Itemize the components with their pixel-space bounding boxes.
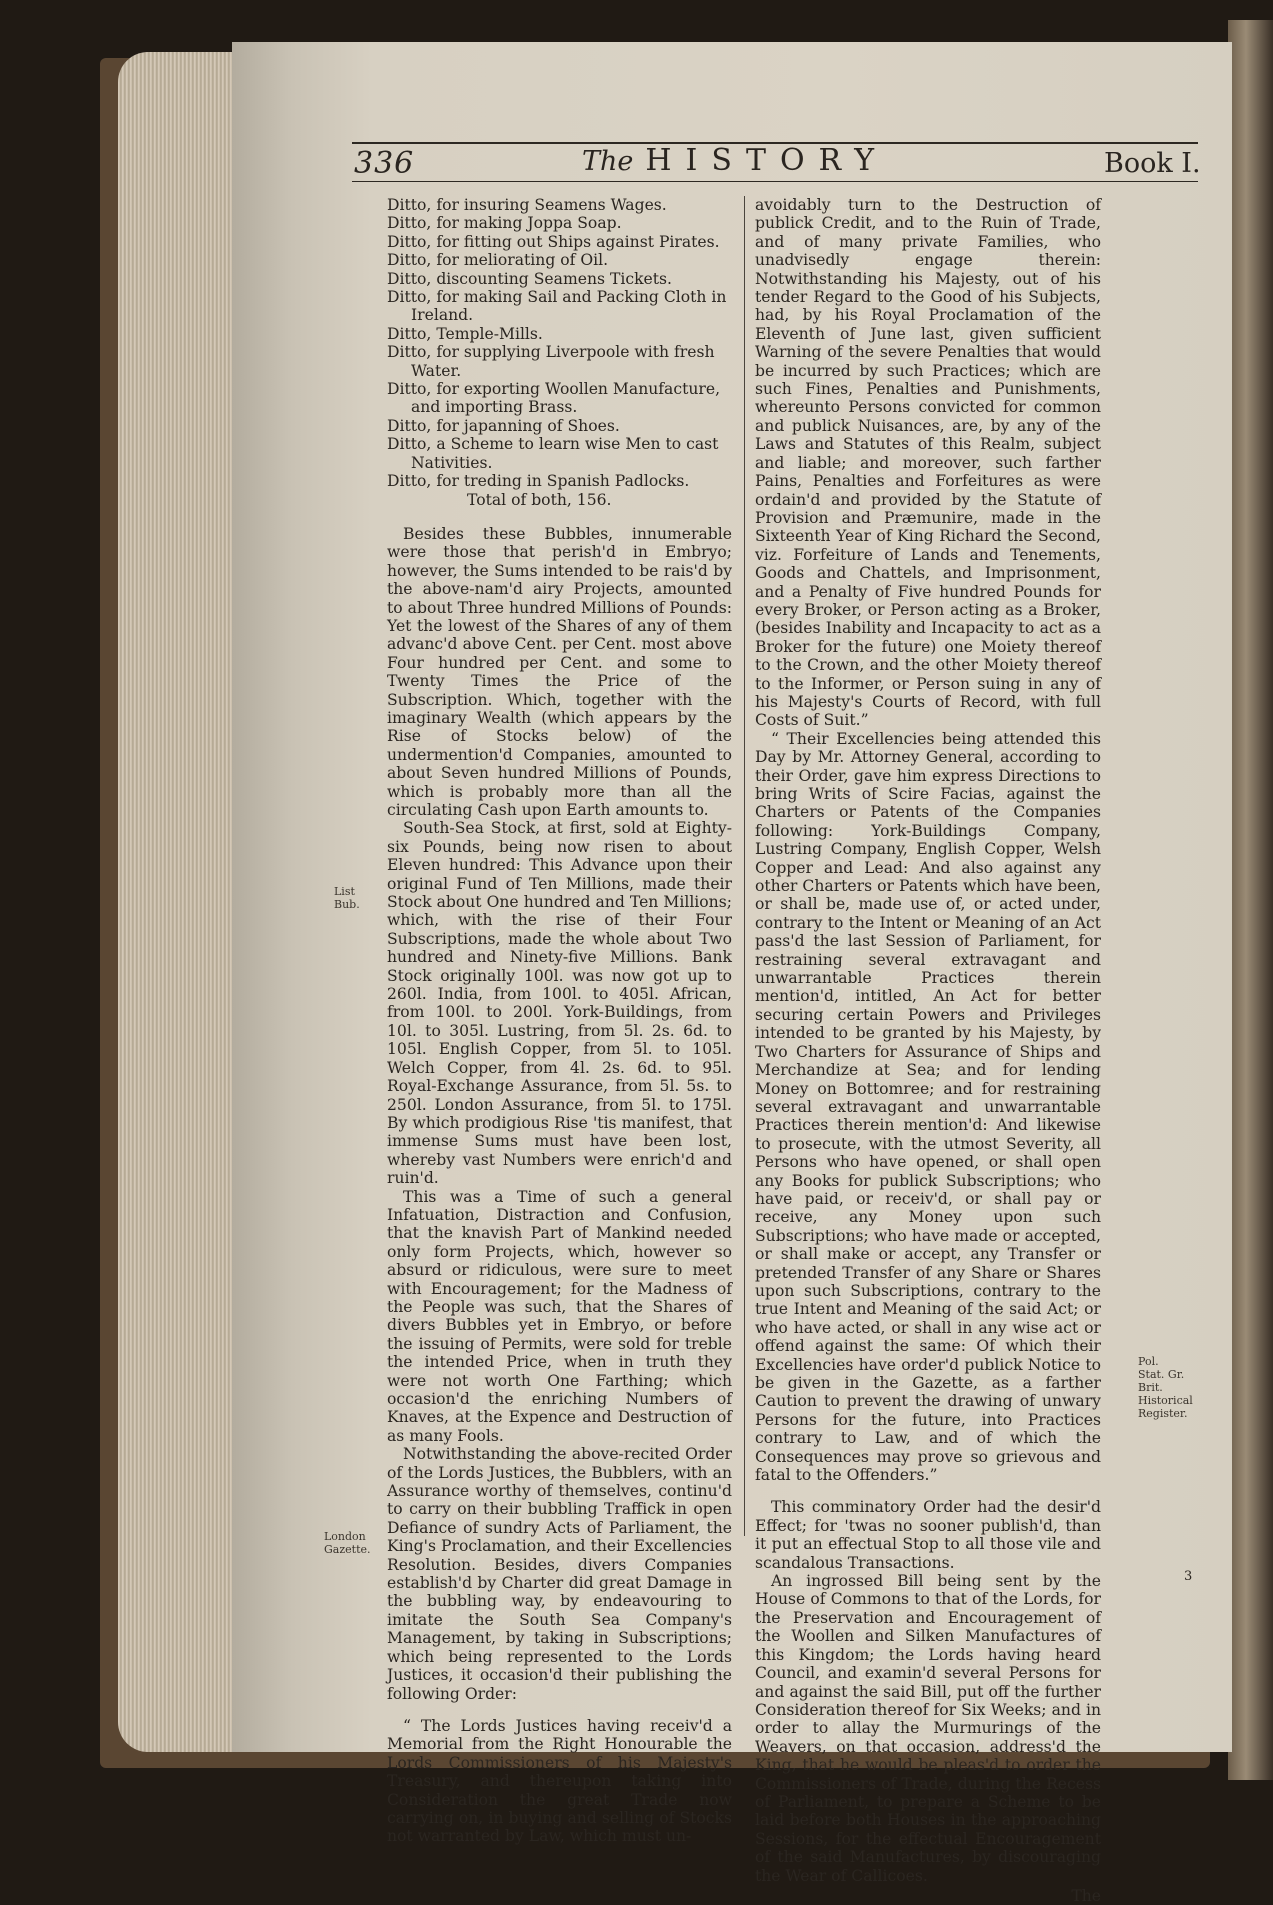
list-item: Ditto, for fitting out Ships against Pirates.: [387, 232, 720, 251]
paragraph: South-Sea Stock, at first, sold at Eighty-six Pounds, being now risen to about Eleven hundred: This Advance upon their original Fund of Ten Millions, made their Stock about One hundred and Ten Millions; which, with the rise of their Four Subscriptions, made the whole about Two hundred and Ninety-five Millions. Bank Stock originally 100l. was now got up to 260l. India, from 100l. to 405l. African, from 100l. to 200l. York-Buildings, from 10l. to 305l. Lustring, from 5l. 2s. 6d. to 105l. English Copper, from 5l. to 105l. Welch Copper, from 4l. 2s. 6d. to 95l. Royal-Exchange Assurance, from 5l. 5s. to 250l. London Assurance, from 5l. to 175l. By which prodigious Rise 'tis manifest, that immense Sums must have been lost, whereby vast Numbers were enrich'd and ruin'd.: [387, 819, 732, 1188]
right-column: [755, 196, 1101, 1905]
list-item: Ditto, for supplying Liverpoole with fresh Water.: [387, 343, 715, 380]
left-column: [387, 196, 732, 1846]
list-item: Ditto, Temple-Mills.: [387, 324, 543, 343]
book-page: [232, 42, 1232, 1905]
margin-note-london-gazette: London Gazette.: [324, 1530, 371, 1556]
bubble-total: Total of both, 156.: [467, 490, 612, 509]
paragraph: avoidably turn to the Destruction of publick Credit, and to the Ruin of Trade, and of many private Families, who unadvisedly engage therein: Notwithstanding his Majesty, out of his tender Regard to the Good of his Subjects, had, by his Royal Proclamation of the Eleventh of June last, given sufficient Warning of the severe Penalties that would be incurred by such Practices; which are such Fines, Penalties and Punishments, whereunto Persons convicted for common and publick Nuisances, are, by any of the Laws and Statutes of this Realm, subject and liable; and moreover, such farther Pains, Penalties and Forfeitures as were ordain'd and provided by the Statute of Provision and Præmunire, made in the Sixteenth Year of King Richard the Second, viz. Forfeiture of Lands and Tenements, Goods and Chattels, and Imprisonment, and a Penalty of Five hundred Pounds for every Broker, or Person acting as a Broker, (besides Inability and Incapacity to act as a Broker for the future) one Moiety thereof to the Crown, and the other Moiety thereof to the Informer, or Person suing in any of his Majesty's Courts of Record, with full Costs of Suit.”: [755, 196, 1101, 730]
page-number: 336: [354, 146, 415, 181]
paragraph: An ingrossed Bill being sent by the House of Commons to that of the Lords, for the Preservation and Encouragement of the Woollen and Silken Manufactures of this Kingdom; the Lords having heard Council, and examin'd several Persons for and against the said Bill, put off the further Consideration thereof for Six Weeks; and in order to allay the Murmurings of the Weavers, on that occasion, address'd the King, that he would be pleas'd to order the Commissioners of Trade, during the Recess of Parliament, to prepare a Scheme to be laid before both Houses in the approaching Sessions, for the effectual Encouragement of the said Manufactures, by discouraging the Wear of Callicoes.: [755, 1572, 1101, 1885]
bubble-list: [387, 196, 732, 491]
column-divider: [744, 196, 745, 1536]
running-title-word: HISTORY: [645, 143, 889, 178]
page-edges: [118, 52, 238, 1752]
list-item: Ditto, discounting Seamens Tickets.: [387, 269, 672, 288]
list-item: Ditto, for japanning of Shoes.: [387, 416, 620, 435]
paragraph: Notwithstanding the above-recited Order of the Lords Justices, the Bubblers, with an Assurance worthy of themselves, continu'd to carry on their bubbling Traffick in open Defiance of sundry Acts of Parliament, the King's Proclamation, and their Excellencies Resolution. Besides, divers Companies establish'd by Charter did great Damage in the bubbling way, by endeavouring to imitate the South Sea Company's Management, by taking in Subscriptions; which being represented to the Lords Justices, it occasion'd their publishing the following Order:: [387, 1445, 732, 1703]
signature-mark: 3: [1184, 1569, 1193, 1584]
list-item: Ditto, for insuring Seamens Wages.: [387, 196, 667, 214]
list-item: Ditto, for exporting Woollen Manufacture, and importing Brass.: [387, 380, 721, 417]
margin-note-historical-register: Pol. Stat. Gr. Brit. Historical Register.: [1138, 1355, 1193, 1420]
header-rule-bottom: [352, 181, 1198, 182]
paragraph: This comminatory Order had the desir'd Effect; for 'twas no sooner publish'd, than it put an effectual Stop to all those vile and scandalous Transactions.: [755, 1498, 1101, 1572]
margin-note-list-bub: List Bub.: [334, 885, 360, 911]
list-item: Ditto, a Scheme to learn wise Men to cast Nativities.: [387, 435, 719, 472]
running-title-article: The: [582, 146, 634, 177]
book-label: Book I.: [1104, 148, 1201, 179]
list-item: Ditto, for meliorating of Oil.: [387, 251, 609, 270]
list-item: Ditto, for making Sail and Packing Cloth in Ireland.: [387, 288, 727, 325]
paragraph: Besides these Bubbles, innumerable were those that perish'd in Embryo; however, the Sums intended to be rais'd by the above-nam'd airy Projects, amounted to about Three hundred Millions of Pounds: Yet the lowest of the Shares of any of them advanc'd above Cent. per Cent. most above Four hundred per Cent. and some to Twenty Times the Price of the Subscription. Which, together with the imaginary Wealth (which appears by the Rise of Stocks below) of the undermention'd Companies, amounted to about Seven hundred Millions of Pounds, which is probably more than all the circulating Cash upon Earth amounts to.: [387, 524, 732, 819]
list-item: Ditto, for making Joppa Soap.: [387, 214, 622, 233]
list-item: Ditto, for treding in Spanish Padlocks.: [387, 472, 690, 491]
running-title: [582, 143, 888, 178]
catchword: The: [1071, 1886, 1101, 1905]
paragraph: This was a Time of such a general Infatuation, Distraction and Confusion, that the knavish Part of Mankind needed only form Projects, which, however so absurd or ridiculous, were sure to meet with Encouragement; for the Madness of the People was such, that the Shares of divers Bubbles yet in Embryo, or before the issuing of Permits, were sold for treble the intended Price, when in truth they were not worth One Farthing; which occasion'd the enriching Numbers of Knaves, at the Expence and Destruction of as many Fools.: [387, 1187, 732, 1445]
paragraph: “ Their Excellencies being attended this Day by Mr. Attorney General, according to their Order, gave him express Directions to bring Writs of Scire Facias, against the Charters or Patents of the Companies following: York-Buildings Company, Lustring Company, English Copper, Welsh Copper and Lead: And also against any other Charters or Patents which have been, or shall be, made use of, or acted under, contrary to the Intent or Meaning of an Act pass'd the last Session of Parliament, for restraining several extravagant and unwarrantable Practices therein mention'd, intitled, An Act for better securing certain Powers and Privileges intended to be granted by his Majesty, by Two Charters for Assurance of Ships and Merchandize at Sea; and for lending Money on Bottomree; and for restraining several extravagant and unwarrantable Practices therein mention'd: And likewise to prosecute, with the utmost Severity, all Persons who have opened, or shall open any Books for publick Subscriptions; who have paid, or receiv'd, or shall pay or receive, any Money upon such Subscriptions; who have made or accepted, or shall make or accept, any Transfer or pretended Transfer of any Share or Shares upon such Subscriptions, contrary to the true Intent and Meaning of the said Act; or who have acted, or shall in any wise act or offend against the same: Of which their Excellencies have order'd publick Notice to be given in the Gazette, as a farther Caution to prevent the drawing of unwary Persons for the future, into Practices contrary to Law, and of which the Consequences may prove so grievous and fatal to the Offenders.”: [755, 729, 1101, 1485]
book-gutter: [1228, 20, 1273, 1780]
paragraph: “ The Lords Justices having receiv'd a Memorial from the Right Honourable the Lords Commissioners of his Majesty's Treasury, and thereupon taking into Consideration the great Trade now carrying on, in buying and selling of Stocks not warranted by Law, which must un-: [387, 1716, 732, 1846]
